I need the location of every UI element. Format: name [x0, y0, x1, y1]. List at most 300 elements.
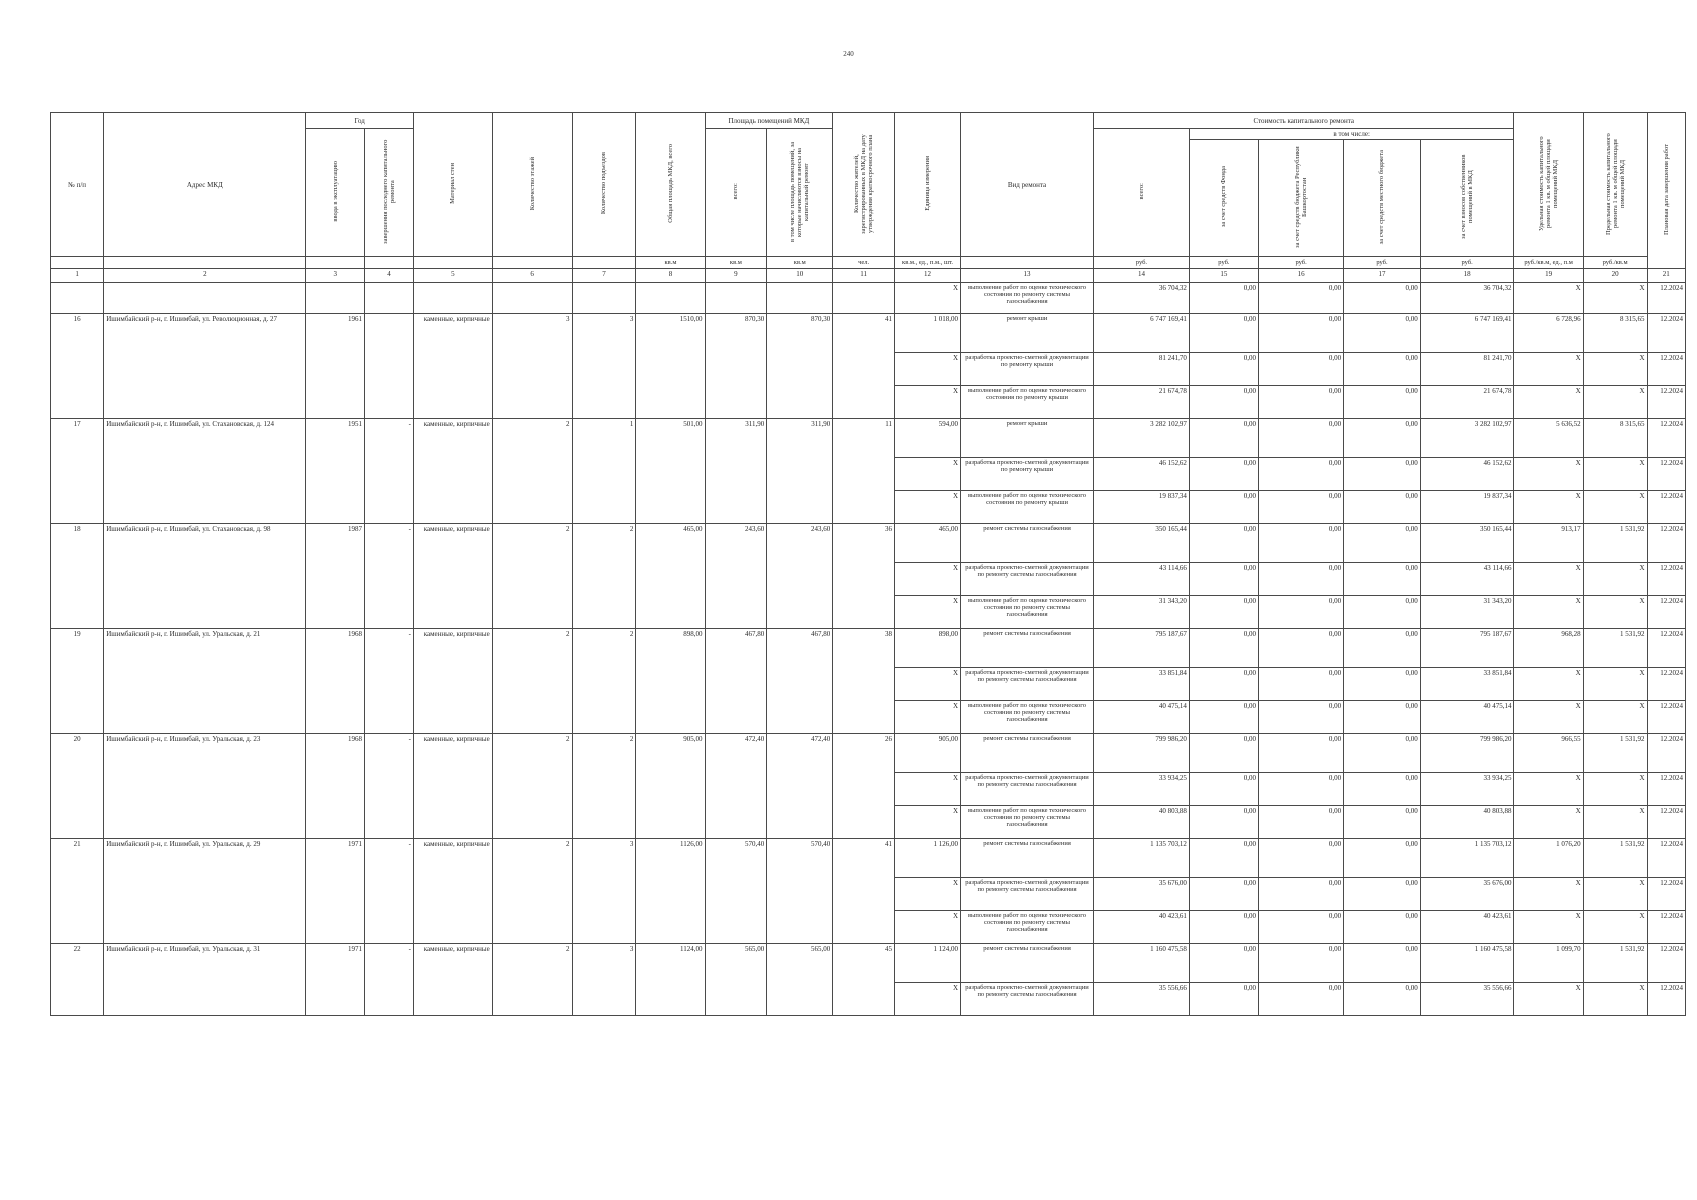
row-floors: 2: [492, 944, 572, 1016]
column-numbers-row: [51, 269, 1686, 283]
specific-cost: X: [1514, 983, 1583, 1016]
specific-cost: X: [1514, 911, 1583, 944]
column-number: 14: [1094, 269, 1190, 283]
specific-cost: 1 099,70: [1514, 944, 1583, 983]
work-unit: 905,00: [895, 734, 961, 773]
cost-owners: 33 851,84: [1420, 668, 1514, 701]
unit-cell: кв.м: [767, 257, 833, 269]
work-type: выполнение работ по оценке технического состояния по ремонту системы газоснабжения: [961, 283, 1094, 314]
row-address: [104, 283, 306, 314]
row-area-total: 570,40: [705, 839, 767, 944]
cost-owners: 6 747 169,41: [1420, 314, 1514, 353]
row-number: 21: [51, 839, 104, 944]
units-row: [51, 257, 1686, 269]
cost-local: 0,00: [1344, 629, 1421, 668]
table-row: [51, 839, 1686, 878]
work-type: разработка проектно-сметной документации по ремонту крыши: [961, 353, 1094, 386]
row-address: Ишимбайский р-н, г. Ишимбай, ул. Стахановская, д. 124: [104, 419, 306, 524]
cost-total: 1 160 475,58: [1094, 944, 1190, 983]
header-cost-owners: за счет взносов собственников помещений в МКД: [1420, 140, 1514, 257]
unit-cell: [961, 257, 1094, 269]
max-cost: X: [1583, 563, 1647, 596]
cost-total: 81 241,70: [1094, 353, 1190, 386]
row-entrances: 3: [572, 839, 636, 944]
work-type: ремонт системы газоснабжения: [961, 629, 1094, 668]
work-type: выполнение работ по оценке технического состояния по ремонту системы газоснабжения: [961, 701, 1094, 734]
work-type: разработка проектно-сметной документации по ремонту системы газоснабжения: [961, 773, 1094, 806]
row-year-commission: 1968: [306, 734, 365, 839]
row-floors: [492, 283, 572, 314]
cost-fund: 0,00: [1189, 314, 1258, 353]
table-row: [51, 734, 1686, 773]
cost-fund: 0,00: [1189, 944, 1258, 983]
max-cost: X: [1583, 773, 1647, 806]
cost-local: 0,00: [1344, 596, 1421, 629]
column-number: 5: [413, 269, 492, 283]
work-unit: X: [895, 878, 961, 911]
cost-local: 0,00: [1344, 773, 1421, 806]
row-wall-material: каменные, кирпичные: [413, 419, 492, 524]
unit-cell: кв.м: [636, 257, 705, 269]
work-unit: 465,00: [895, 524, 961, 563]
row-entrances: 2: [572, 524, 636, 629]
work-unit: X: [895, 773, 961, 806]
cost-owners: 799 986,20: [1420, 734, 1514, 773]
work-unit: 1 124,00: [895, 944, 961, 983]
page-number: 240: [843, 50, 854, 58]
work-type: разработка проектно-сметной документации по ремонту системы газоснабжения: [961, 983, 1094, 1016]
column-number: 19: [1514, 269, 1583, 283]
work-unit: 1 018,00: [895, 314, 961, 353]
unit-cell: руб.: [1189, 257, 1258, 269]
cost-total: 35 676,00: [1094, 878, 1190, 911]
max-cost: X: [1583, 983, 1647, 1016]
row-year-last-repair: -: [364, 944, 413, 1016]
work-unit: X: [895, 668, 961, 701]
cost-republic: 0,00: [1259, 839, 1344, 878]
work-type: разработка проектно-сметной документации по ремонту крыши: [961, 458, 1094, 491]
row-wall-material: каменные, кирпичные: [413, 734, 492, 839]
cost-owners: 31 343,20: [1420, 596, 1514, 629]
specific-cost: X: [1514, 806, 1583, 839]
work-unit: 594,00: [895, 419, 961, 458]
cost-republic: 0,00: [1259, 806, 1344, 839]
row-floors: 3: [492, 314, 572, 419]
row-floors: 2: [492, 734, 572, 839]
unit-cell: [572, 257, 636, 269]
planned-date: 12.2024: [1647, 983, 1685, 1016]
column-number: 6: [492, 269, 572, 283]
planned-date: 12.2024: [1647, 734, 1685, 773]
cost-owners: 21 674,78: [1420, 386, 1514, 419]
cost-fund: 0,00: [1189, 283, 1258, 314]
max-cost: X: [1583, 911, 1647, 944]
row-address: Ишимбайский р-н, г. Ишимбай, ул. Уральская, д. 29: [104, 839, 306, 944]
row-year-commission: 1971: [306, 839, 365, 944]
planned-date: 12.2024: [1647, 314, 1685, 353]
cost-owners: 35 676,00: [1420, 878, 1514, 911]
row-residents: 26: [833, 734, 895, 839]
cost-total: 36 704,32: [1094, 283, 1190, 314]
cost-republic: 0,00: [1259, 386, 1344, 419]
cost-owners: 40 475,14: [1420, 701, 1514, 734]
cost-owners: 40 423,61: [1420, 911, 1514, 944]
row-year-commission: 1968: [306, 629, 365, 734]
cost-owners: 1 135 703,12: [1420, 839, 1514, 878]
specific-cost: 968,28: [1514, 629, 1583, 668]
work-unit: X: [895, 806, 961, 839]
planned-date: 12.2024: [1647, 701, 1685, 734]
unit-cell: руб./кв.м, ед., п.м: [1514, 257, 1583, 269]
specific-cost: X: [1514, 283, 1583, 314]
cost-republic: 0,00: [1259, 419, 1344, 458]
cost-owners: 43 114,66: [1420, 563, 1514, 596]
work-unit: 1 126,00: [895, 839, 961, 878]
work-unit: X: [895, 983, 961, 1016]
header-address: Адрес МКД: [104, 113, 306, 257]
cost-local: 0,00: [1344, 458, 1421, 491]
work-unit: 898,00: [895, 629, 961, 668]
planned-date: 12.2024: [1647, 629, 1685, 668]
row-address: Ишимбайский р-н, г. Ишимбай, ул. Уральская, д. 31: [104, 944, 306, 1016]
max-cost: 1 531,92: [1583, 524, 1647, 563]
work-type: выполнение работ по оценке технического состояния по ремонту крыши: [961, 386, 1094, 419]
unit-cell: чел.: [833, 257, 895, 269]
row-wall-material: каменные, кирпичные: [413, 629, 492, 734]
row-address: Ишимбайский р-н, г. Ишимбай, ул. Революционная, д. 27: [104, 314, 306, 419]
row-area-fund: 870,30: [767, 314, 833, 419]
repair-plan-table-wrapper: [50, 112, 1686, 1016]
row-total-area: 898,00: [636, 629, 705, 734]
cost-owners: 1 160 475,58: [1420, 944, 1514, 983]
row-area-total: 311,90: [705, 419, 767, 524]
cost-local: 0,00: [1344, 734, 1421, 773]
header-cost-local: за счет средств местного бюджета: [1344, 140, 1421, 257]
table-body: [51, 269, 1686, 1016]
row-year-commission: 1951: [306, 419, 365, 524]
cost-republic: 0,00: [1259, 878, 1344, 911]
max-cost: X: [1583, 491, 1647, 524]
cost-fund: 0,00: [1189, 911, 1258, 944]
cost-republic: 0,00: [1259, 491, 1344, 524]
cost-republic: 0,00: [1259, 668, 1344, 701]
column-number: 9: [705, 269, 767, 283]
cost-local: 0,00: [1344, 491, 1421, 524]
column-number: 20: [1583, 269, 1647, 283]
column-number: 1: [51, 269, 104, 283]
cost-local: 0,00: [1344, 524, 1421, 563]
cost-fund: 0,00: [1189, 734, 1258, 773]
work-type: ремонт системы газоснабжения: [961, 524, 1094, 563]
cost-fund: 0,00: [1189, 806, 1258, 839]
work-unit: X: [895, 283, 961, 314]
row-floors: 2: [492, 419, 572, 524]
cost-total: 35 556,66: [1094, 983, 1190, 1016]
cost-fund: 0,00: [1189, 524, 1258, 563]
row-total-area: 905,00: [636, 734, 705, 839]
table-row: [51, 524, 1686, 563]
row-wall-material: каменные, кирпичные: [413, 944, 492, 1016]
cost-republic: 0,00: [1259, 911, 1344, 944]
row-area-fund: 472,40: [767, 734, 833, 839]
row-number: 16: [51, 314, 104, 419]
unit-cell: руб.: [1344, 257, 1421, 269]
max-cost: 1 531,92: [1583, 839, 1647, 878]
column-number: 11: [833, 269, 895, 283]
header-cost-republic: за счет средств бюджета Республики Башкортостан: [1259, 140, 1344, 257]
unit-cell: [492, 257, 572, 269]
header-area-group: Площадь помещений МКД: [705, 113, 833, 129]
work-type: выполнение работ по оценке технического состояния по ремонту системы газоснабжения: [961, 806, 1094, 839]
header-floors: Количество этажей: [492, 113, 572, 257]
cost-total: 43 114,66: [1094, 563, 1190, 596]
cost-fund: 0,00: [1189, 386, 1258, 419]
unit-cell: кв.м., ед., п.м., шт.: [895, 257, 961, 269]
max-cost: 8 315,65: [1583, 314, 1647, 353]
row-year-last-repair: [364, 314, 413, 419]
max-cost: 1 531,92: [1583, 944, 1647, 983]
header-cost-group: Стоимость капитального ремонта: [1094, 113, 1514, 129]
work-unit: X: [895, 458, 961, 491]
row-floors: 2: [492, 839, 572, 944]
specific-cost: 1 076,20: [1514, 839, 1583, 878]
table-row: [51, 944, 1686, 983]
max-cost: X: [1583, 458, 1647, 491]
work-type: ремонт крыши: [961, 419, 1094, 458]
specific-cost: X: [1514, 563, 1583, 596]
row-residents: [833, 283, 895, 314]
max-cost: X: [1583, 386, 1647, 419]
cost-local: 0,00: [1344, 806, 1421, 839]
cost-total: 40 803,88: [1094, 806, 1190, 839]
unit-cell: руб.: [1420, 257, 1514, 269]
cost-owners: 81 241,70: [1420, 353, 1514, 386]
column-number: 16: [1259, 269, 1344, 283]
row-residents: 11: [833, 419, 895, 524]
max-cost: X: [1583, 668, 1647, 701]
cost-local: 0,00: [1344, 353, 1421, 386]
row-total-area: 501,00: [636, 419, 705, 524]
cost-owners: 350 165,44: [1420, 524, 1514, 563]
column-number: 21: [1647, 269, 1685, 283]
cost-total: 799 986,20: [1094, 734, 1190, 773]
cost-owners: 795 187,67: [1420, 629, 1514, 668]
max-cost: X: [1583, 806, 1647, 839]
cost-fund: 0,00: [1189, 773, 1258, 806]
header-specific-cost: Удельная стоимость капитального ремонта 1 кв. м общей площади помещений МКД: [1514, 113, 1583, 257]
column-number: 3: [306, 269, 365, 283]
work-unit: X: [895, 353, 961, 386]
row-total-area: 1510,00: [636, 314, 705, 419]
row-area-total: 467,80: [705, 629, 767, 734]
header-planned-date: Плановая дата завершения работ: [1647, 113, 1685, 269]
row-number: 17: [51, 419, 104, 524]
row-year-last-repair: -: [364, 419, 413, 524]
row-entrances: 2: [572, 734, 636, 839]
row-total-area: 465,00: [636, 524, 705, 629]
header-area-fund: в том числе площадь помещений, за которые начисляются взносы на капитальный ремонт: [767, 129, 833, 257]
header-work-type: Вид ремонта: [961, 113, 1094, 257]
max-cost: 1 531,92: [1583, 629, 1647, 668]
row-year-last-repair: -: [364, 734, 413, 839]
row-entrances: 2: [572, 629, 636, 734]
cost-republic: 0,00: [1259, 563, 1344, 596]
row-area-total: [705, 283, 767, 314]
specific-cost: 966,55: [1514, 734, 1583, 773]
row-year-last-repair: -: [364, 839, 413, 944]
header-area-total: всего:: [705, 129, 767, 257]
unit-cell: руб./кв.м: [1583, 257, 1647, 269]
row-wall-material: каменные, кирпичные: [413, 839, 492, 944]
cost-local: 0,00: [1344, 983, 1421, 1016]
row-year-last-repair: -: [364, 524, 413, 629]
row-year-last-repair: [364, 283, 413, 314]
row-total-area: 1126,00: [636, 839, 705, 944]
row-area-fund: 243,60: [767, 524, 833, 629]
specific-cost: X: [1514, 878, 1583, 911]
specific-cost: X: [1514, 386, 1583, 419]
specific-cost: X: [1514, 353, 1583, 386]
cost-total: 19 837,34: [1094, 491, 1190, 524]
column-number: 10: [767, 269, 833, 283]
planned-date: 12.2024: [1647, 491, 1685, 524]
row-wall-material: каменные, кирпичные: [413, 524, 492, 629]
work-type: ремонт системы газоснабжения: [961, 944, 1094, 983]
row-wall-material: [413, 283, 492, 314]
table-header: [51, 113, 1686, 269]
work-unit: X: [895, 563, 961, 596]
unit-cell: [364, 257, 413, 269]
cost-total: 6 747 169,41: [1094, 314, 1190, 353]
row-area-total: 565,00: [705, 944, 767, 1016]
unit-cell: [104, 257, 306, 269]
row-entrances: 3: [572, 944, 636, 1016]
cost-local: 0,00: [1344, 944, 1421, 983]
cost-local: 0,00: [1344, 701, 1421, 734]
work-type: разработка проектно-сметной документации по ремонту системы газоснабжения: [961, 878, 1094, 911]
column-number: 18: [1420, 269, 1514, 283]
work-unit: X: [895, 701, 961, 734]
repair-plan-table: [50, 112, 1686, 1016]
row-address: Ишимбайский р-н, г. Ишимбай, ул. Стахановская, д. 98: [104, 524, 306, 629]
specific-cost: X: [1514, 701, 1583, 734]
row-address: Ишимбайский р-н, г. Ишимбай, ул. Уральская, д. 21: [104, 629, 306, 734]
row-area-total: 243,60: [705, 524, 767, 629]
row-wall-material: каменные, кирпичные: [413, 314, 492, 419]
planned-date: 12.2024: [1647, 944, 1685, 983]
max-cost: X: [1583, 878, 1647, 911]
cost-local: 0,00: [1344, 419, 1421, 458]
cost-fund: 0,00: [1189, 458, 1258, 491]
column-number: 2: [104, 269, 306, 283]
cost-total: 33 851,84: [1094, 668, 1190, 701]
cost-total: 46 152,62: [1094, 458, 1190, 491]
cost-fund: 0,00: [1189, 596, 1258, 629]
row-year-last-repair: -: [364, 629, 413, 734]
unit-cell: [306, 257, 365, 269]
row-area-total: 472,40: [705, 734, 767, 839]
cost-republic: 0,00: [1259, 701, 1344, 734]
planned-date: 12.2024: [1647, 806, 1685, 839]
max-cost: X: [1583, 701, 1647, 734]
row-year-commission: [306, 283, 365, 314]
work-type: разработка проектно-сметной документации по ремонту системы газоснабжения: [961, 668, 1094, 701]
planned-date: 12.2024: [1647, 911, 1685, 944]
cost-fund: 0,00: [1189, 878, 1258, 911]
row-residents: 45: [833, 944, 895, 1016]
cost-republic: 0,00: [1259, 629, 1344, 668]
work-unit: X: [895, 911, 961, 944]
header-entrances: Количество подъездов: [572, 113, 636, 257]
planned-date: 12.2024: [1647, 386, 1685, 419]
cost-republic: 0,00: [1259, 734, 1344, 773]
max-cost: 8 315,65: [1583, 419, 1647, 458]
cost-total: 40 475,14: [1094, 701, 1190, 734]
header-unit: Единица измерения: [895, 113, 961, 257]
cost-fund: 0,00: [1189, 668, 1258, 701]
work-unit: X: [895, 386, 961, 419]
unit-cell: кв.м: [705, 257, 767, 269]
row-entrances: [572, 283, 636, 314]
row-entrances: 1: [572, 419, 636, 524]
specific-cost: X: [1514, 668, 1583, 701]
column-number: 15: [1189, 269, 1258, 283]
work-unit: X: [895, 491, 961, 524]
specific-cost: 5 636,52: [1514, 419, 1583, 458]
cost-total: 31 343,20: [1094, 596, 1190, 629]
planned-date: 12.2024: [1647, 596, 1685, 629]
cost-total: 3 282 102,97: [1094, 419, 1190, 458]
row-total-area: 1124,00: [636, 944, 705, 1016]
cost-fund: 0,00: [1189, 983, 1258, 1016]
cost-local: 0,00: [1344, 283, 1421, 314]
unit-cell: [413, 257, 492, 269]
cost-total: 795 187,67: [1094, 629, 1190, 668]
cost-owners: 33 934,25: [1420, 773, 1514, 806]
planned-date: 12.2024: [1647, 773, 1685, 806]
table-row: [51, 629, 1686, 668]
cost-fund: 0,00: [1189, 629, 1258, 668]
header-max-cost: Предельная стоимость капитального ремонта 1 кв. м общей площади помещений МКД: [1583, 113, 1647, 257]
header-cost-incl: в том числе:: [1189, 129, 1514, 140]
cost-total: 40 423,61: [1094, 911, 1190, 944]
row-area-total: 870,30: [705, 314, 767, 419]
cost-republic: 0,00: [1259, 944, 1344, 983]
specific-cost: X: [1514, 458, 1583, 491]
header-year-group: Год: [306, 113, 414, 129]
planned-date: 12.2024: [1647, 419, 1685, 458]
column-number: 17: [1344, 269, 1421, 283]
row-year-commission: 1961: [306, 314, 365, 419]
header-cost-total: всего:: [1094, 129, 1190, 257]
table-row: [51, 314, 1686, 353]
max-cost: 1 531,92: [1583, 734, 1647, 773]
cost-total: 33 934,25: [1094, 773, 1190, 806]
row-number: 19: [51, 629, 104, 734]
header-year-last-repair: завершения последнего капитального ремонта: [364, 129, 413, 257]
row-number: [51, 283, 104, 314]
work-type: выполнение работ по оценке технического состояния по ремонту системы газоснабжения: [961, 596, 1094, 629]
row-residents: 41: [833, 314, 895, 419]
header-cost-fund: за счет средств Фонда: [1189, 140, 1258, 257]
header-total-area: Общая площадь МКД, всего: [636, 113, 705, 257]
planned-date: 12.2024: [1647, 878, 1685, 911]
cost-local: 0,00: [1344, 911, 1421, 944]
cost-republic: 0,00: [1259, 983, 1344, 1016]
header-year-commission: ввода в эксплуатацию: [306, 129, 365, 257]
planned-date: 12.2024: [1647, 563, 1685, 596]
planned-date: 12.2024: [1647, 458, 1685, 491]
